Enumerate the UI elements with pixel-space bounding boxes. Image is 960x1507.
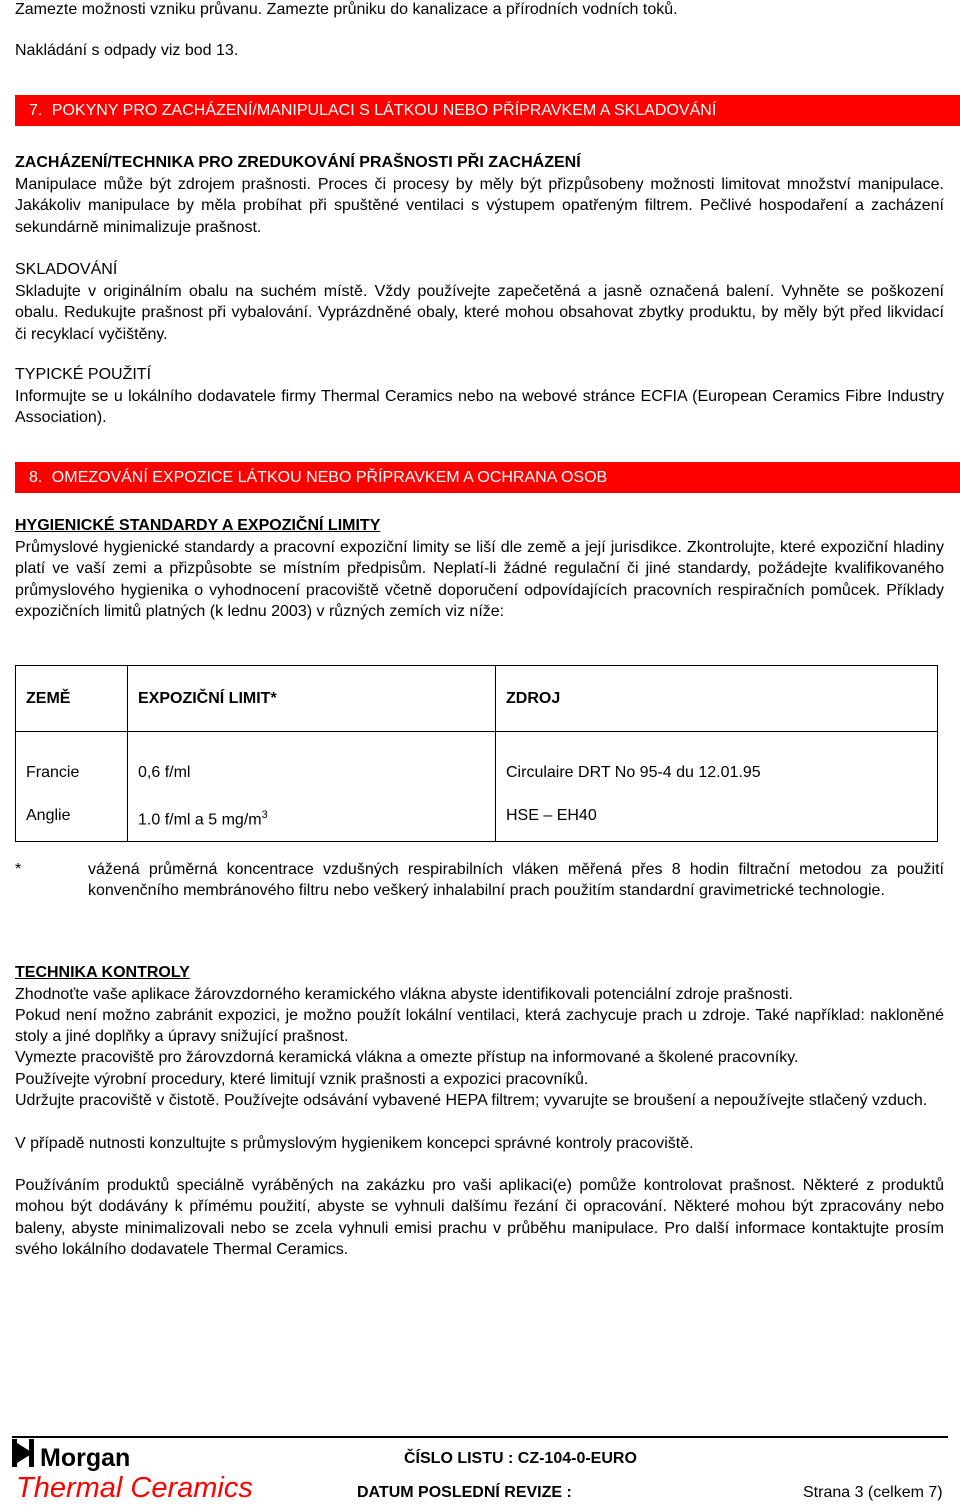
footer-divider [12,1436,948,1438]
intro-line-1: Zamezte možnosti vzniku průvanu. Zamezte průniku do kanalizace a přírodních vodních toků. [15,1,678,18]
controls-para-4: Používejte výrobní procedury, které limitují vznik prašnosti a expozici pracovníků. [15,1071,589,1088]
footnote-text: vážená průměrná koncentrace vzdušných respirabilních vláken měřená přes 8 hodin filtrační metodou za použití konvenčního membránového filtru nebo veškerý inhalabilní prach použitím standardní gravimetrické technologie. [88,861,944,900]
storage-text: Skladujte v originálním obalu na suchém místě. Vždy používejte zapečetěná a jasně označená balení. Vyhněte se poškození obalu. Redukujte prašnost při vybalování. Vyprázdněné obaly, které mohou obsahovat zbytky produktu, by měly být před likvidací či recyklací vyčištěny. [15,283,944,343]
limit-france: 0,6 f/ml [138,764,191,781]
hygiene-text: Průmyslové hygienické standardy a pracovní expoziční limity se liší dle země a její jurisdikce. Zkontrolujte, které expoziční hladiny platí ve vaší zemi a přizpůsobte se místním předpisům. Neplatí-li žádné regulační či jiné standardy, požádejte kvalifikovaného průmyslového hygienika o vyhodnocení pracoviště včetně doporučení odpovídajících pracovních respiračních pomůcek. Příklady expozičních limitů platných (k lednu 2003) v různých zemích viz níže: [15,539,944,620]
sheet-number-label: ČÍSLO LISTU : CZ-104-0-EURO [404,1450,637,1467]
controls-heading: TECHNIKA KONTROLY [15,964,190,981]
section-7-title: POKYNY PRO ZACHÁZENÍ/MANIPULACI S LÁTKOU NEBO PŘÍPRAVKEM A SKLADOVÁNÍ [51,102,717,119]
controls-para-2: Pokud není možno zabránit expozici, je možno použít lokální ventilaci, která zachycuje prach u zdroje. Také například: nakloněné stoly a jiné doplňky a úpravy snižující prašnost. [15,1007,944,1046]
typical-use-heading: TYPICKÉ POUŽITÍ [15,366,152,383]
controls-para-3: Vymezte pracoviště pro žárovzdorná keramická vlákna a omezte přístup na informované a školené pracovníky. [15,1049,799,1066]
storage-heading: SKLADOVÁNÍ [15,261,118,278]
section-8-header [15,462,960,493]
limit-cell [128,732,496,842]
dust-text: Manipulace může být zdrojem prašnosti. Proces či procesy by měly být přizpůsobeny možnosti limitovat množství manipulace. Jakákoliv manipulace by měla probíhat při spuštěné ventilaci s výstupem opatřeným filtrem. Pečlivé hospodaření a zacházení sekundárně minimalizuje prašnost. [15,176,944,236]
table-row [16,732,938,842]
controls-closing: Používáním produktů speciálně vyráběných na zakázku pro vaši aplikaci(e) pomůže kontrolovat prašnost. Některé z produktů mohou být dodávány k přímému použití, abyste se vyhnuli dalšímu řezání či opracování. Některé mohou být zpracovány nebo baleny, abyste minimalizovali nebo se zcela vyhnuli emisi prachu v průběhu manipulace. Pro další informace kontaktujte prosím svého lokálního dodavatele Thermal Ceramics. [15,1177,944,1258]
limit-england [138,794,495,841]
header-source: ZDROJ [496,666,938,732]
section-7-header [15,95,960,126]
logo-morgan-text: Morgan [40,1444,131,1472]
section-8-number: 8. [29,469,43,486]
controls-para-5: Udržujte pracoviště v čistotě. Používejte odsávání vybavené HEPA filtrem; vyvarujte se broušení a nepoužívejte stlačený vzduch. [15,1092,928,1109]
country-england: Anglie [26,807,71,824]
limit-england-exponent: 3 [261,809,268,821]
intro-line-2: Nakládání s odpady viz bod 13. [15,42,239,59]
revision-date-label: DATUM POSLEDNÍ REVIZE : [357,1484,572,1501]
hygiene-heading: HYGIENICKÉ STANDARDY A EXPOZIČNÍ LIMITY [15,517,381,534]
table-header-row [16,666,938,732]
dust-heading: ZACHÁZENÍ/TECHNIKA PRO ZREDUKOVÁNÍ PRAŠNOSTI PŘI ZACHÁZENÍ [15,154,581,171]
morgan-logo-icon [12,1439,34,1467]
source-france: Circulaire DRT No 95-4 du 12.01.95 [506,764,761,781]
header-limit: EXPOZIČNÍ LIMIT* [128,666,496,732]
page-number: Strana 3 (celkem 7) [803,1484,943,1501]
exposure-limits-table [15,665,938,842]
limit-england-value: 1.0 f/ml a 5 mg/m [138,811,262,829]
section-7-number: 7. [29,102,43,119]
source-cell [496,732,938,842]
country-cell [16,732,128,842]
controls-para-6: V případě nutnosti konzultujte s průmyslovým hygienikem koncepci správné kontroly pracoviště. [15,1135,694,1152]
source-england: HSE – EH40 [506,807,597,824]
footnote-marker: * [15,861,22,878]
header-country: ZEMĚ [16,666,128,732]
section-8-title: OMEZOVÁNÍ EXPOZICE LÁTKOU NEBO PŘÍPRAVKEM A OCHRANA OSOB [51,469,608,486]
controls-para-1: Zhodnoťte vaše aplikace žárovzdorného keramického vlákna abyste identifikovali potenciální zdroje prašnosti. [15,986,793,1003]
logo-thermal-ceramics-text: Thermal Ceramics [16,1472,253,1504]
typical-use-text: Informujte se u lokálního dodavatele firmy Thermal Ceramics nebo na webové stránce ECFIA (European Ceramics Fibre Industry Association). [15,388,944,427]
country-france: Francie [26,764,80,781]
